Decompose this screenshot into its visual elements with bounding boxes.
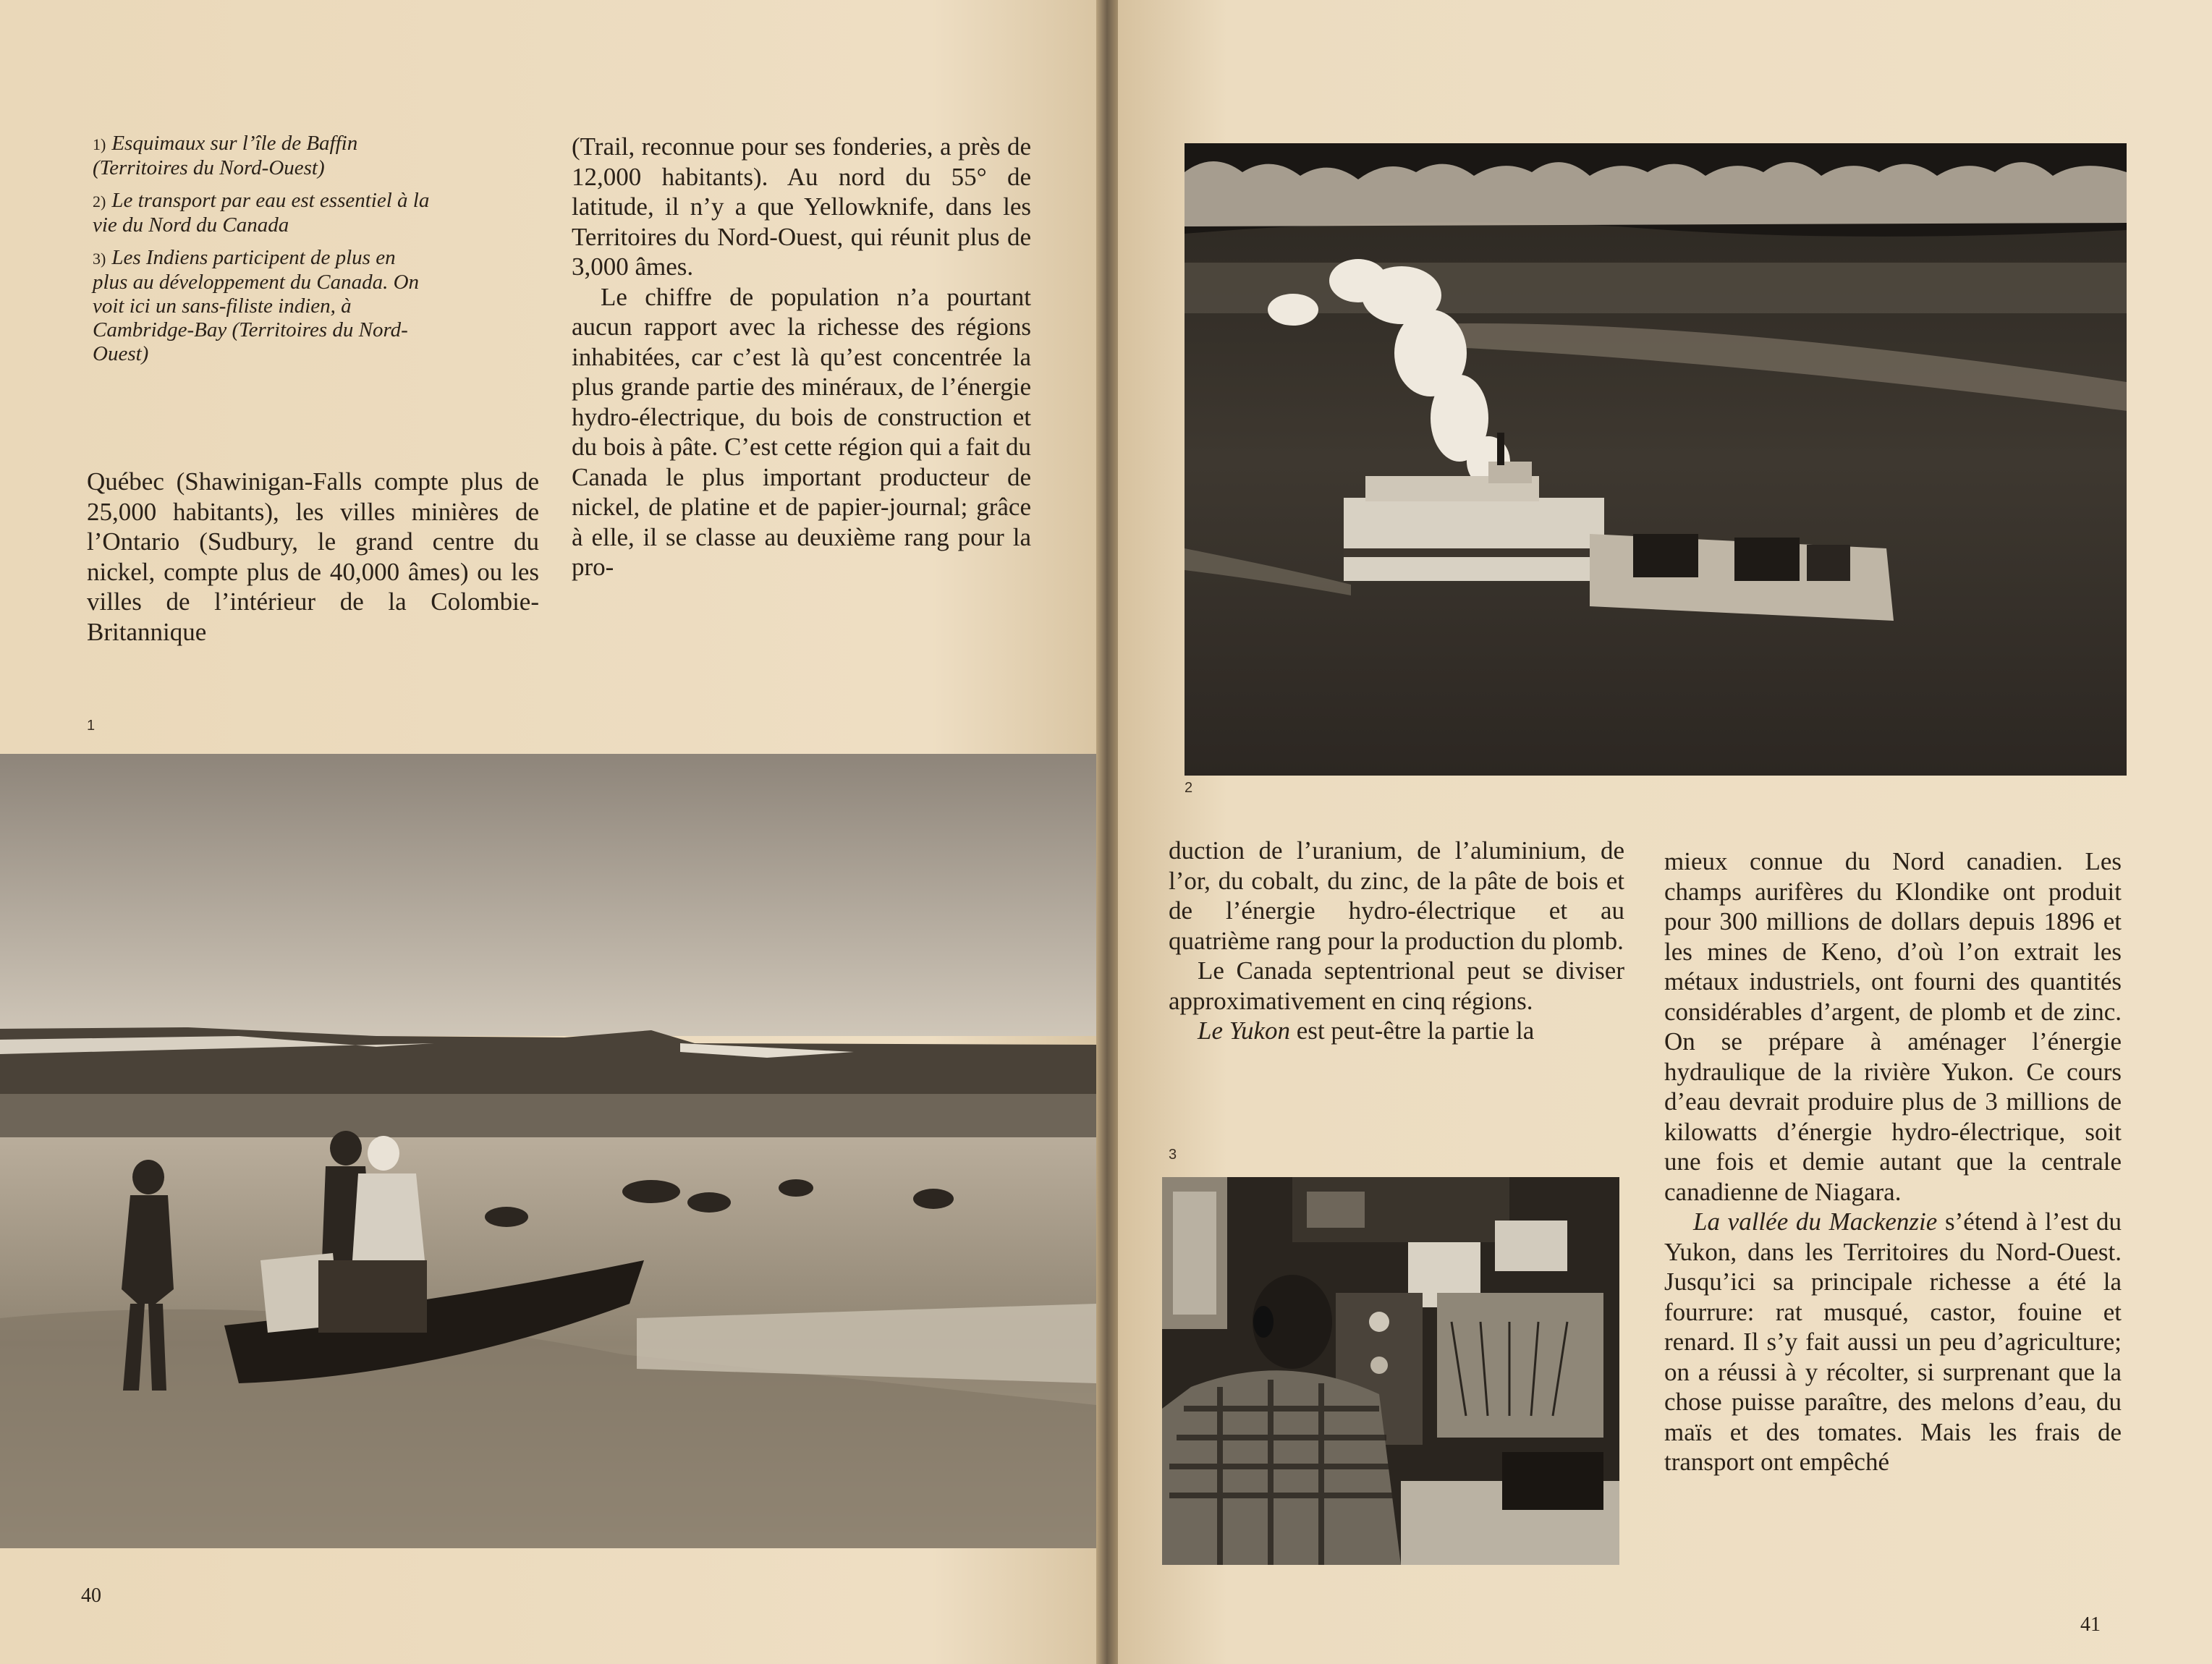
photo-inuit-baffin-island [0, 754, 1096, 1548]
right-column-1-paragraph-3: Le Yukon est peut-être la partie la [1198, 1016, 1535, 1045]
photo-3-number: 3 [1169, 1147, 1177, 1163]
photo-1-image [0, 754, 1096, 1548]
photo-1-number: 1 [87, 718, 96, 734]
left-column-2 [572, 132, 1031, 582]
left-column-2-paragraph-1: (Trail, reconnue pour ses fonderies, a près de 12,000 habitants). Au nord du 55° de latitude, il n’y a que Yellowknife, dans les Territoires du Nord-Ouest, qui réunit plus de 3,000 âmes. [572, 132, 1031, 281]
caption-1: 1) Esquimaux sur l’île de Baffin (Territoires du Nord-Ouest) [93, 132, 358, 179]
right-column-2-paragraph-1: mieux connue du Nord canadien. Les champs aurifères du Klondike ont produit pour 300 millions de dollars depuis 1896 et les mines de Keno, d’où l’on extrait les métaux industriels, ont fourni des quantités considérables d’argent, de plomb et de zinc. On se prépare à aménager l’énergie hydraulique de la rivière Yukon. Ce cours d’eau devrait produire plus de 3 millions de kilowatts d’énergie hydro-électrique, soit une fois et demie autant que la centrale canadienne de Niagara. [1664, 847, 2122, 1206]
page-number-right: 41 [2080, 1613, 2101, 1636]
photo-2-image [1185, 143, 2127, 776]
left-column-2-paragraph-2: Le chiffre de population n’a pourtant aucun rapport avec la richesse des régions inhabitées, car c’est là qu’est concentrée la plus grande partie des minéraux, de l’énergie hydro-électrique, du bois de construction et du bois à pâte. C’est cette région qui a fait du Canada le plus important producteur de nickel, de platine et de papier-journal; grâce à elle, il se classe au deuxième rang pour la pro- [572, 282, 1031, 581]
heading-mackenzie-valley: La vallée du Mackenzie [1693, 1207, 1938, 1236]
left-column-1 [87, 467, 539, 647]
photo-radio-operator [1162, 1177, 1619, 1565]
photo-3-image [1162, 1177, 1619, 1565]
right-column-1-paragraph-2: Le Canada septentrional peut se diviser approximativement en cinq régions. [1169, 956, 1624, 1015]
caption-3: 3) Les Indiens participent de plus en plus au développement du Canada. On voit ici un sans-filiste indien, à Cambridge-Bay (Territoires du Nord-Ouest) [93, 246, 420, 365]
page-number-left: 40 [81, 1584, 101, 1607]
right-column-2 [1664, 846, 2122, 1477]
photo-2-number: 2 [1185, 780, 1193, 796]
photo-sternwheeler-river [1185, 143, 2127, 776]
left-page [0, 0, 1096, 1664]
book-gutter [1096, 0, 1118, 1664]
left-column-1-text: Québec (Shawinigan-Falls compte plus de 25,000 habitants), les villes minières de l’Ontario (Sudbury, le grand centre du nickel, compte plus de 40,000 âmes) ou les villes de l’intérieur de la Colombie-Britannique [87, 467, 539, 646]
right-column-1 [1169, 836, 1624, 1046]
right-column-1-paragraph-1: duction de l’uranium, de l’aluminium, de l’or, du cobalt, du zinc, de la pâte de bois et de l’énergie hydro-électrique et au quatrième rang pour la production du plomb. [1169, 836, 1624, 955]
right-page [1118, 0, 2212, 1664]
right-column-2-paragraph-2: La vallée du Mackenzie s’étend à l’est du Yukon, dans les Territoires du Nord-Ouest. Jusqu’ici sa principale richesse a été la fourrure: rat musqué, castor, fouine et renard. Il s’y fait aussi un peu d’agriculture; on a réussi à y récolter, si surprenant que la chose puisse paraître, des melons d’eau, du maïs et des tomates. Mais les frais de transport ont empêché [1664, 1207, 2122, 1476]
caption-2: 2) Le transport par eau est essentiel à la vie du Nord du Canada [93, 189, 430, 237]
photo-captions [93, 132, 433, 375]
heading-yukon: Le Yukon [1198, 1016, 1291, 1045]
